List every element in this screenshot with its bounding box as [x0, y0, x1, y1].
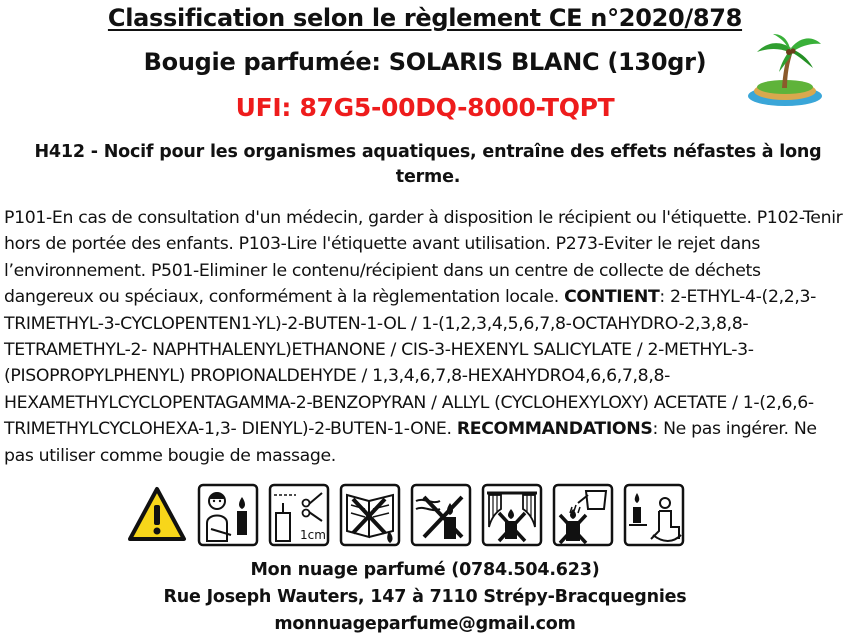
- trim-wick-icon: [268, 483, 330, 547]
- no-water-extinguish-icon: [552, 483, 614, 547]
- warning-triangle-icon: [126, 483, 188, 547]
- no-flammable-icon: [339, 483, 401, 547]
- keep-away-children-icon: [197, 483, 259, 547]
- hazard-statement: H412 - Nocif pour les organismes aquatiques, entraîne des effets néfastes à long terme.: [34, 142, 822, 187]
- ufi-code: UFI: 87G5-00DQ-8000-TQPT: [235, 93, 615, 122]
- page-title: Classification selon le règlement CE n°2020/878: [107, 4, 743, 32]
- safety-pictograms: [126, 483, 726, 549]
- wick-size-label: 1cm: [300, 528, 326, 542]
- precautionary-statements: P101-En cas de consultation d'un médecin, garder à disposition le récipient ou l'étiquette. P102-Tenir hors de portée des enfants. P103-Lire l'étiquette avant utilisation. P273-Eviter le rejet dans l’environnement. P501-Eliminer le contenu/récipient dans un centre de collecte de déchets dangereux ou spéciaux, conformément à la règlementation locale.: [4, 208, 843, 308]
- recommendations-label: RECOMMANDATIONS: [456, 419, 653, 440]
- company-email: monnuageparfume@gmail.com: [274, 614, 576, 634]
- no-curtains-icon: [481, 483, 543, 547]
- no-draft-icon: [410, 483, 472, 547]
- no-sleep-unattended-icon: [623, 483, 685, 547]
- palm-island-icon: [745, 30, 827, 110]
- company-footer: [0, 557, 850, 638]
- company-name: Mon nuage parfumé (0784.504.623): [250, 560, 600, 580]
- company-address: Rue Joseph Wauters, 147 à 7110 Strépy-Bracquegnies: [163, 587, 687, 607]
- contains-list: : 2-ETHYL-4-(2,2,3- TRIMETHYL-3-CYCLOPENTEN1-YL)-2-BUTEN-1-OL / 1-(1,2,3,4,5,6,7,8-OCTAHYDRO-2,3,8,8- TETRAMETHYL-2- NAPHTHALENYL)ETHANONE / CIS-3-HEXENYL SALICYLATE / 2-METHYL-3-(PISOPROPYLPHENYL) PROPIONALDEHYDE / 1,3,4,6,7,8-HEXAHYDRO4,6,6,7,8,8- HEXAMETHYLCYCLOPENTAGAMMA-2-BENZOPYRAN / ALLYL (CYCLOHEXYLOXY) ACETATE / 1-(2,6,6- TRIMETHYLCYCLOHEXA-1,3- DIENYL)-2-BUTEN-1-ONE.: [4, 287, 817, 440]
- precautions-text: [4, 205, 846, 469]
- product-name: Bougie parfumée: SOLARIS BLANC (130gr): [143, 48, 707, 76]
- recommendations-text: : Ne pas ingérer. Ne pas utiliser comme bougie de massage.: [4, 419, 817, 466]
- contains-label: CONTIENT: [564, 287, 660, 308]
